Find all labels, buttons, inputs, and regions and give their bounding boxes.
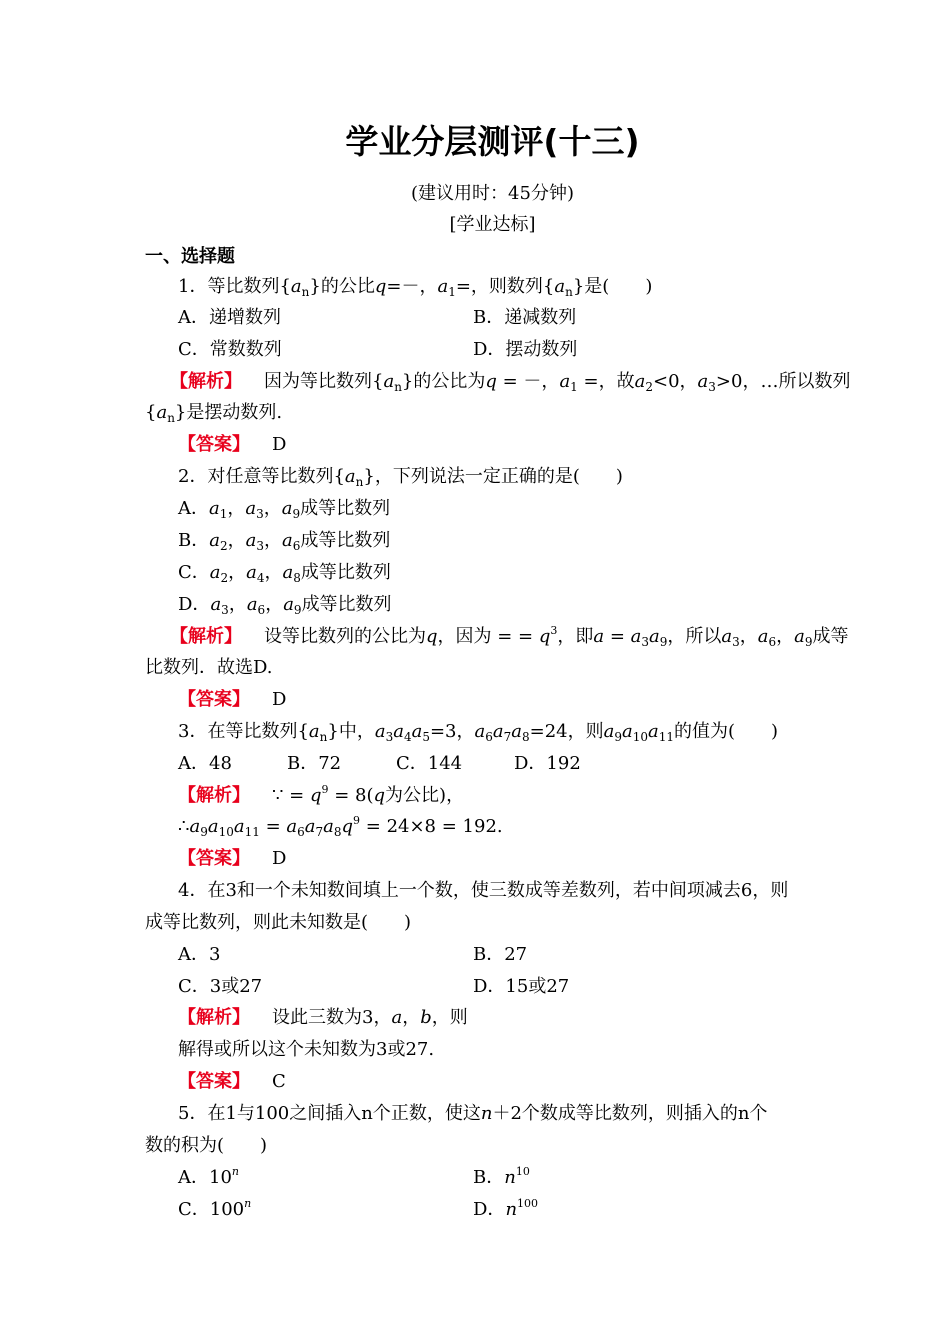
math-text: D．$n^{100}$ bbox=[473, 1197, 539, 1220]
q4-answer bbox=[178, 1070, 286, 1094]
q1-answer bbox=[178, 433, 286, 457]
answer-label: 【答案】 bbox=[178, 848, 250, 869]
q5-stem-cont: 数的积为( ) bbox=[145, 1135, 268, 1156]
q3-analysis-cont bbox=[178, 815, 503, 841]
q4-option-c: C．3或27 bbox=[178, 976, 263, 997]
q3-answer-value: D bbox=[272, 848, 287, 869]
q4-analysis bbox=[178, 1006, 468, 1030]
q2-stem bbox=[178, 465, 623, 490]
q3-stem bbox=[178, 720, 778, 745]
analysis-label: 【解析】 bbox=[170, 626, 242, 647]
math-text: 5．在1与100之间插入n个正数，使这n＋2个数成等比数列，则插入的n个 bbox=[178, 1103, 768, 1124]
q5-option-d bbox=[473, 1198, 538, 1224]
math-text: C．$a_2$，$a_4$，$a_8$成等比数列 bbox=[178, 562, 391, 585]
math-text: 3．在等比数列$\{a_n\}$中，$a_3a_4a_5=3$，$a_6a_7a_8=24$，则$a_9a_{10}a_{11}$的值为( ) bbox=[178, 721, 779, 744]
math-text: 1．等比数列$\{a_n\}$的公比q=－，$a_1=$，则数列$\{a_n\}$是( ) bbox=[178, 276, 653, 299]
math-text: 比数列．故选D. bbox=[145, 657, 273, 678]
q1-option-b: B．递减数列 bbox=[473, 307, 577, 328]
q5-stem bbox=[178, 1102, 768, 1126]
q4-option-b: B．27 bbox=[473, 944, 528, 965]
q3-option-a: A．48 bbox=[178, 753, 232, 774]
q1-analysis-cont bbox=[145, 401, 282, 426]
analysis-label: 【解析】 bbox=[178, 1007, 250, 1028]
math-text: D．$a_3$，$a_6$，$a_9$成等比数列 bbox=[178, 594, 392, 617]
q3-answer bbox=[178, 847, 286, 871]
analysis-label: 【解析】 bbox=[178, 785, 250, 806]
math-text: 设等比数列的公比为q，因为 = = $q^3$，即$a = a_3a_9$，所以$a_3$，$a_6$，$a_9$成等 bbox=[264, 624, 849, 649]
q1-option-a: A．递增数列 bbox=[178, 307, 281, 328]
q3-option-d: D．192 bbox=[514, 753, 581, 774]
q5-option-c bbox=[178, 1198, 251, 1224]
q4-option-d: D．15或27 bbox=[473, 976, 570, 997]
math-text: A．$a_1$，$a_3$，$a_9$成等比数列 bbox=[178, 498, 391, 521]
q1-stem bbox=[178, 275, 652, 300]
answer-label: 【答案】 bbox=[178, 689, 250, 710]
q2-answer bbox=[178, 688, 286, 712]
math-text: 因为等比数列$\{a_n\}$的公比为q = －，$a_1$ =，故$a_2<0$，$a_3>0$，…所以数列 bbox=[264, 371, 851, 394]
q2-option-a bbox=[178, 497, 390, 522]
analysis-label: 【解析】 bbox=[170, 371, 242, 392]
math-text: B．$a_2$，$a_3$，$a_6$成等比数列 bbox=[178, 530, 391, 553]
q1-answer-value: D bbox=[272, 434, 287, 455]
q5-option-a bbox=[178, 1166, 239, 1192]
q2-analysis bbox=[170, 625, 849, 651]
math-text: $\{a_n\}$是摆动数列. bbox=[145, 402, 283, 425]
math-text: $\therefore a_9a_{10}a_{11} = a_6a_7a_8q^9 = 24\times 8 = 192$. bbox=[178, 814, 503, 839]
math-text: ∵ = $q^9 = 8(q$为公比)， bbox=[272, 783, 465, 806]
q3-option-c: C．144 bbox=[396, 753, 463, 774]
q4-option-a: A．3 bbox=[178, 944, 221, 965]
q3-analysis bbox=[178, 784, 464, 810]
q4-analysis-cont: 解得或所以这个未知数为3或27. bbox=[178, 1039, 435, 1060]
q1-analysis bbox=[170, 370, 850, 395]
math-text: B．$n^{10}$ bbox=[473, 1165, 530, 1188]
math-text: 设此三数为3，a，b，则 bbox=[272, 1007, 468, 1028]
q1-option-c: C．常数数列 bbox=[178, 339, 282, 360]
answer-label: 【答案】 bbox=[178, 1071, 250, 1092]
page-title: 学业分层测评(十三) bbox=[345, 122, 640, 161]
q2-analysis-cont bbox=[145, 656, 273, 680]
math-text: 2．对任意等比数列$\{a_n\}$，下列说法一定正确的是( ) bbox=[178, 466, 623, 489]
math-text: A．10$^n$ bbox=[178, 1165, 239, 1188]
time-hint: (建议用时：45分钟) bbox=[411, 183, 574, 204]
q2-option-b bbox=[178, 529, 390, 554]
q3-option-b: B．72 bbox=[287, 753, 342, 774]
q4-stem: 4．在3和一个未知数间填上一个数，使三数成等差数列，若中间项减去6，则 bbox=[178, 880, 789, 901]
q2-option-d bbox=[178, 593, 392, 618]
math-text: C．100$^n$ bbox=[178, 1197, 252, 1220]
answer-label: 【答案】 bbox=[178, 434, 250, 455]
level-label: [学业达标] bbox=[449, 214, 536, 235]
q1-option-d: D．摆动数列 bbox=[473, 339, 578, 360]
section-heading: 一、选择题 bbox=[145, 246, 235, 267]
q2-answer-value: D bbox=[272, 689, 287, 710]
q5-option-b bbox=[473, 1166, 530, 1192]
q4-answer-value: C bbox=[272, 1071, 286, 1092]
q4-stem-cont: 成等比数列，则此未知数是( ) bbox=[145, 912, 412, 933]
q2-option-c bbox=[178, 561, 391, 586]
